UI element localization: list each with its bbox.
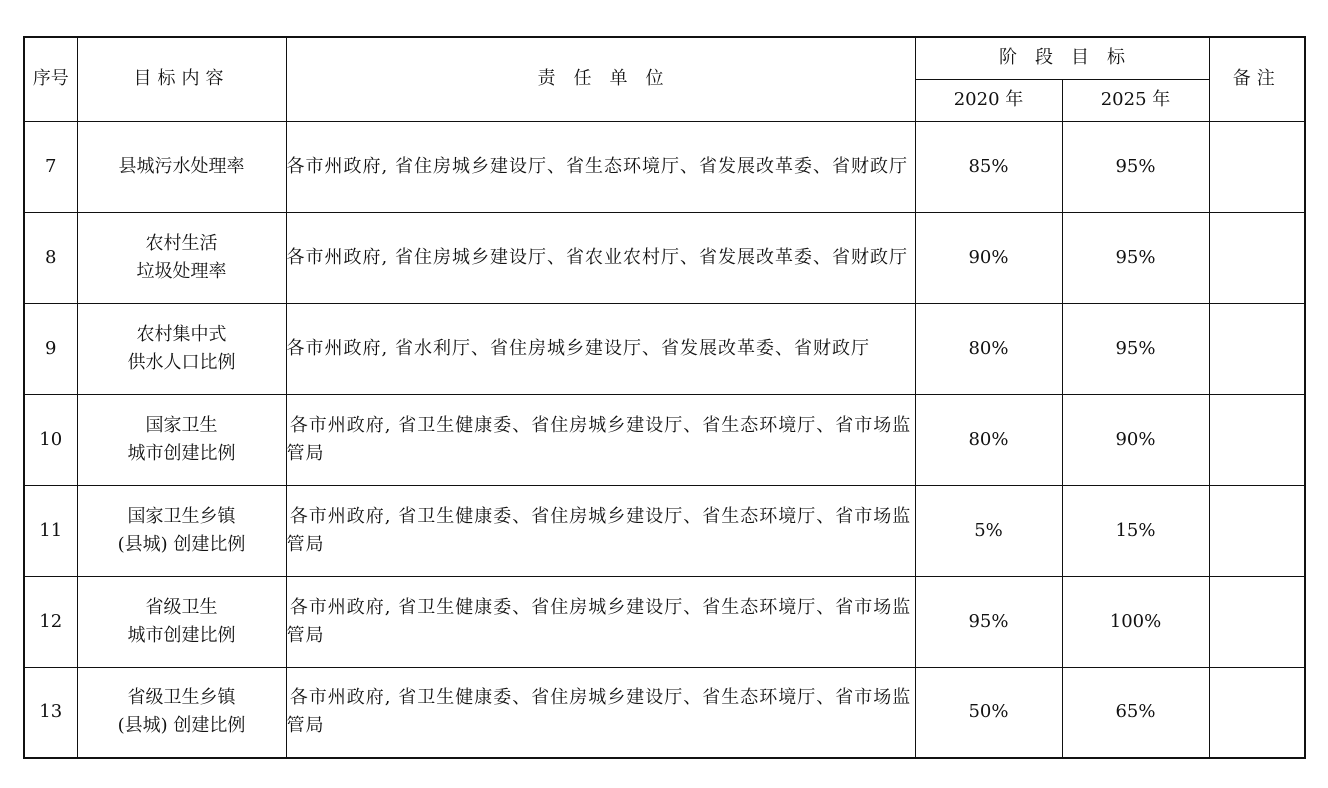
row-remark	[1209, 212, 1305, 303]
row-target	[77, 394, 286, 485]
row-remark	[1209, 576, 1305, 667]
row-2020: 5%	[915, 485, 1062, 576]
row-index: 9	[24, 303, 77, 394]
header-remark: 备注	[1209, 37, 1305, 121]
row-2020: 90%	[915, 212, 1062, 303]
row-target-line: 县城污水处理率	[118, 155, 245, 177]
row-responsible: 各市州政府, 省住房城乡建设厅、省农业农村厅、省发展改革委、省财政厅	[286, 212, 915, 303]
row-2025: 65%	[1062, 667, 1209, 758]
row-2020: 80%	[915, 303, 1062, 394]
row-target-line: 省级卫生乡镇	[127, 687, 236, 709]
row-target-line: 城市创建比例	[127, 442, 236, 464]
row-2025: 15%	[1062, 485, 1209, 576]
row-2020: 80%	[915, 394, 1062, 485]
row-target-line: 农村集中式	[136, 323, 227, 345]
row-2025: 95%	[1062, 303, 1209, 394]
row-target-line: (县城) 创建比例	[117, 533, 246, 555]
row-target	[77, 485, 286, 576]
row-target-line: 省级卫生	[145, 596, 218, 618]
row-responsible: 各市州政府, 省水利厅、省住房城乡建设厅、省发展改革委、省财政厅	[286, 303, 915, 394]
row-target-line: 农村生活	[145, 232, 218, 254]
table-row	[24, 212, 1305, 303]
row-index: 7	[24, 121, 77, 212]
target-table	[23, 36, 1306, 759]
row-target	[77, 667, 286, 758]
header-responsible: 责 任 单 位	[286, 37, 915, 121]
table-row	[24, 303, 1305, 394]
row-target-line: 垃圾处理率	[136, 260, 227, 282]
table-header	[24, 37, 1305, 121]
row-responsible: 各市州政府, 省卫生健康委、省住房城乡建设厅、省生态环境厅、省市场监管局	[286, 485, 915, 576]
row-target-line: 国家卫生	[145, 414, 218, 436]
row-remark	[1209, 303, 1305, 394]
row-target-line: (县城) 创建比例	[117, 715, 246, 737]
row-responsible: 各市州政府, 省卫生健康委、省住房城乡建设厅、省生态环境厅、省市场监管局	[286, 576, 915, 667]
row-2020: 85%	[915, 121, 1062, 212]
header-year-2025: 2025 年	[1062, 79, 1209, 121]
row-target-line: 供水人口比例	[127, 351, 236, 373]
header-stage: 阶 段 目 标	[915, 37, 1209, 79]
header-row	[24, 37, 1305, 79]
row-2025: 100%	[1062, 576, 1209, 667]
header-year-2020: 2020 年	[915, 79, 1062, 121]
row-index: 8	[24, 212, 77, 303]
table-row	[24, 576, 1305, 667]
row-responsible: 各市州政府, 省卫生健康委、省住房城乡建设厅、省生态环境厅、省市场监管局	[286, 667, 915, 758]
row-2025: 90%	[1062, 394, 1209, 485]
row-2020: 50%	[915, 667, 1062, 758]
table-row	[24, 485, 1305, 576]
row-target	[77, 576, 286, 667]
table-body	[24, 121, 1305, 758]
row-responsible: 各市州政府, 省住房城乡建设厅、省生态环境厅、省发展改革委、省财政厅	[286, 121, 915, 212]
row-remark	[1209, 394, 1305, 485]
row-responsible: 各市州政府, 省卫生健康委、省住房城乡建设厅、省生态环境厅、省市场监管局	[286, 394, 915, 485]
row-index: 12	[24, 576, 77, 667]
row-remark	[1209, 667, 1305, 758]
table-row	[24, 667, 1305, 758]
header-index: 序号	[24, 37, 77, 121]
row-target	[77, 121, 286, 212]
row-target-line: 城市创建比例	[127, 624, 236, 646]
row-target-line: 国家卫生乡镇	[127, 505, 236, 527]
row-target	[77, 212, 286, 303]
row-2025: 95%	[1062, 212, 1209, 303]
row-remark	[1209, 121, 1305, 212]
row-target	[77, 303, 286, 394]
row-2020: 95%	[915, 576, 1062, 667]
table-row	[24, 394, 1305, 485]
table-row	[24, 121, 1305, 212]
row-index: 10	[24, 394, 77, 485]
row-index: 11	[24, 485, 77, 576]
row-2025: 95%	[1062, 121, 1209, 212]
row-remark	[1209, 485, 1305, 576]
header-target: 目标内容	[77, 37, 286, 121]
row-index: 13	[24, 667, 77, 758]
